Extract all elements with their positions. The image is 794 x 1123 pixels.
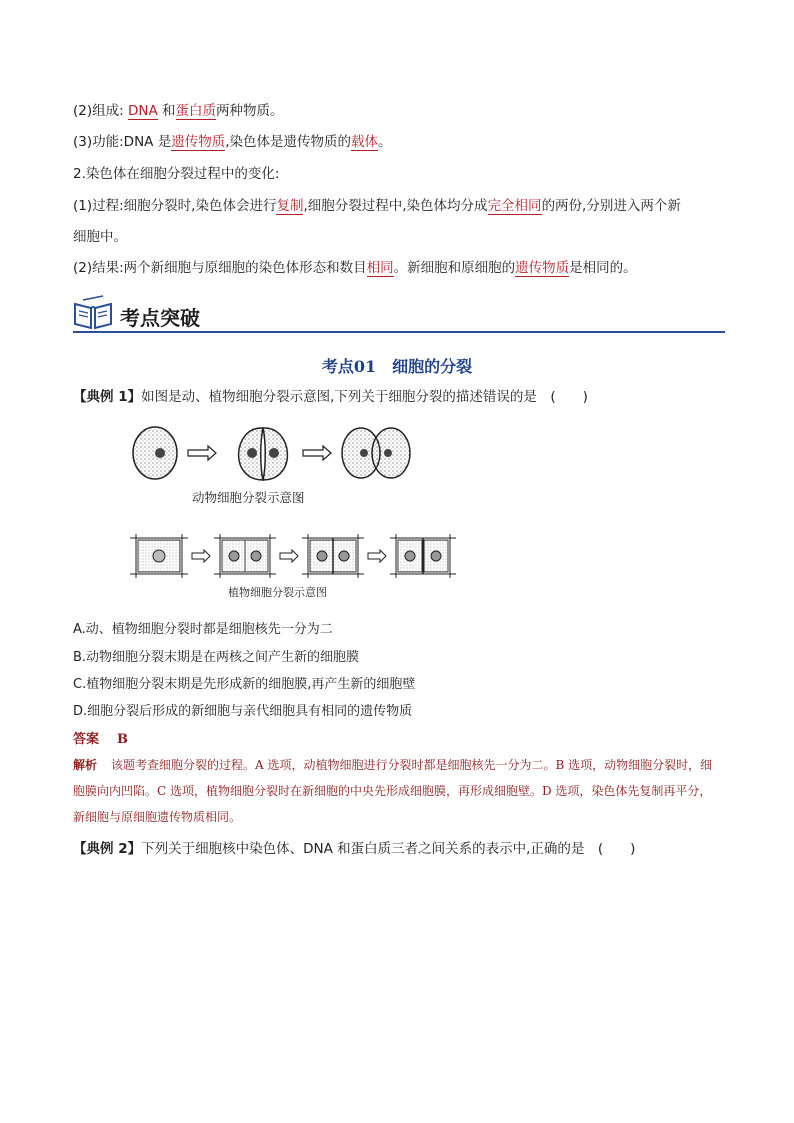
text: ,染色体是遗传物质的 bbox=[225, 134, 351, 150]
blank-answer: 载体 bbox=[351, 134, 378, 150]
section-title: 考点01 细胞的分裂 bbox=[321, 357, 473, 376]
analysis-paragraph bbox=[73, 752, 723, 830]
process-line bbox=[73, 196, 681, 216]
chromosome-change-heading bbox=[73, 164, 279, 184]
text: 。新细胞和原细胞的 bbox=[393, 260, 516, 276]
text: (1)过程:细胞分裂时,染色体会进行 bbox=[73, 198, 277, 214]
text: 两种物质。 bbox=[216, 103, 284, 119]
text: 的两份,分别进入两个新 bbox=[541, 198, 681, 214]
blank-answer: 遗传物质 bbox=[171, 134, 226, 150]
example-label: 【典例 2】 bbox=[73, 841, 142, 857]
blank-answer: 遗传物质 bbox=[515, 260, 570, 276]
answer-label: 答案 bbox=[73, 732, 100, 747]
composition-line bbox=[73, 101, 284, 121]
function-line bbox=[73, 132, 392, 152]
text: 。 bbox=[378, 134, 392, 150]
text: (2)组成: bbox=[73, 103, 128, 119]
section-banner bbox=[73, 294, 725, 336]
example-label: 【典例 1】 bbox=[73, 389, 142, 405]
text: (3)功能:DNA 是 bbox=[73, 134, 172, 150]
blank-answer: 完全相同 bbox=[487, 198, 542, 214]
blank-answer: 蛋白质 bbox=[175, 103, 216, 119]
option-d: D.细胞分裂后形成的新细胞与亲代细胞具有相同的遗传物质 bbox=[73, 704, 413, 719]
text: 细胞中。 bbox=[73, 229, 127, 245]
process-line-cont bbox=[73, 227, 127, 247]
banner-rule bbox=[73, 331, 725, 333]
banner-title: 考点突破 bbox=[120, 306, 200, 330]
question-text: 下列关于细胞核中染色体、DNA 和蛋白质三者之间关系的表示中,正确的是 ( ) bbox=[141, 841, 636, 857]
blank-answer: DNA bbox=[127, 103, 158, 119]
text: 2.染色体在细胞分裂过程中的变化: bbox=[73, 166, 280, 182]
animal-diagram-caption: 动物细胞分裂示意图 bbox=[192, 490, 305, 505]
analysis-text: 该题考查细胞分裂的过程。A 选项，动植物细胞进行分裂时都是细胞核先一分为二。B 选项，动物细胞分裂时，细胞膜向内凹陷。C 选项，植物细胞分裂时在新细胞的中央先形成细胞膜，再形成细胞壁。D 选项，染色体先复制再平分，新细胞与原细胞遗传物质相同。 bbox=[73, 758, 713, 824]
blank-answer: 复制 bbox=[276, 198, 304, 214]
open-book-icon bbox=[73, 296, 113, 330]
text: (2)结果:两个新细胞与原细胞的染色体形态和数目 bbox=[73, 260, 367, 276]
question-text: 如图是动、植物细胞分裂示意图,下列关于细胞分裂的描述错误的是 ( ) bbox=[141, 389, 588, 405]
result-line bbox=[73, 258, 637, 278]
animal-cell-division-diagram bbox=[128, 422, 418, 484]
text: 是相同的。 bbox=[569, 260, 637, 276]
plant-cell-division-diagram bbox=[130, 534, 456, 578]
option-b: B.动物细胞分裂末期是在两核之间产生新的细胞膜 bbox=[73, 650, 360, 665]
analysis-label: 解析 bbox=[73, 758, 98, 772]
blank-answer: 相同 bbox=[366, 260, 394, 276]
text: 和 bbox=[157, 103, 176, 119]
example1-question bbox=[73, 387, 588, 407]
answer-value: B bbox=[117, 732, 129, 747]
answer-line bbox=[73, 730, 128, 750]
text: ,细胞分裂过程中,染色体均分成 bbox=[303, 198, 488, 214]
option-c: C.植物细胞分裂末期是先形成新的细胞膜,再产生新的细胞壁 bbox=[73, 677, 416, 692]
plant-diagram-caption: 植物细胞分裂示意图 bbox=[228, 586, 327, 599]
option-a: A.动、植物细胞分裂时都是细胞核先一分为二 bbox=[73, 622, 333, 637]
example2-question bbox=[73, 839, 635, 859]
